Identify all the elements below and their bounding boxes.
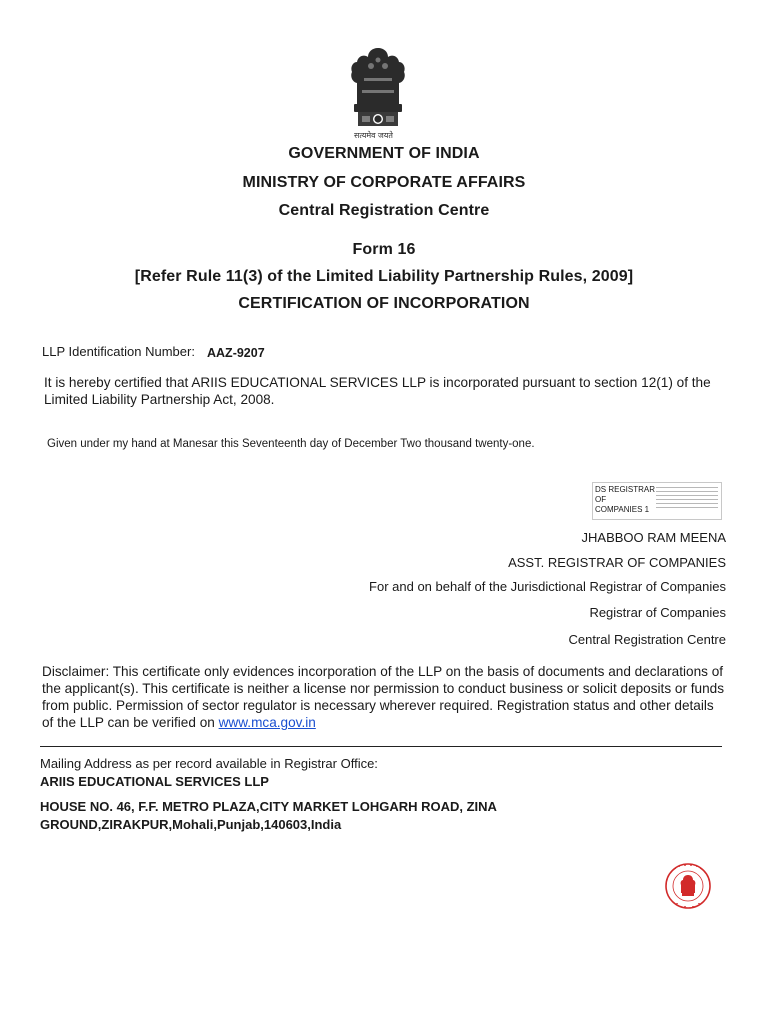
registrar-text: Registrar of Companies <box>589 605 726 620</box>
address-line-1: HOUSE NO. 46, F.F. METRO PLAZA,CITY MARKET LOHGARH ROAD, ZINA <box>40 799 497 814</box>
address-company-name: ARIIS EDUCATIONAL SERVICES LLP <box>40 774 269 789</box>
form-number: Form 16 <box>352 241 416 258</box>
llp-id-value: AAZ-9207 <box>207 346 265 360</box>
llp-id-label: LLP Identification Number: <box>42 344 195 359</box>
registration-centre-text: Central Registration Centre <box>568 632 726 647</box>
header-government: GOVERNMENT OF INDIA <box>288 145 480 162</box>
on-behalf-text: For and on behalf of the Jurisdictional Registrar of Companies <box>369 579 726 594</box>
mca-website-link[interactable]: www.mca.gov.in <box>218 715 316 730</box>
header-ministry: MINISTRY OF CORPORATE AFFAIRS <box>242 174 526 191</box>
signatory-designation: ASST. REGISTRAR OF COMPANIES <box>508 555 726 570</box>
digital-signature-stamp <box>592 482 722 520</box>
address-line-2: GROUND,ZIRAKPUR,Mohali,Punjab,140603,India <box>40 817 342 832</box>
national-emblem-icon <box>338 42 418 142</box>
given-under-hand-text: Given under my hand at Manesar this Seventeenth day of December Two thousand twenty-one. <box>47 438 535 450</box>
disclaimer <box>42 663 728 731</box>
rule-reference: [Refer Rule 11(3) of the Limited Liability Partnership Rules, 2009] <box>134 268 634 285</box>
signatory-name: JHABBOO RAM MEENA <box>581 530 726 545</box>
signature-stamp-text: DS REGISTRAR OF COMPANIES 1 <box>595 485 656 514</box>
mailing-address-label: Mailing Address as per record available in Registrar Office: <box>40 756 378 771</box>
disclaimer-text: Disclaimer: This certificate only evidences incorporation of the LLP on the basis of documents and declarations of the applicant(s). This certificate is neither a license nor permission to conduct business or solicit deposits or funds from public. Permission of sector regulator is necessary wherever required. Registration status and other details of the LLP can be verified on <box>42 664 725 730</box>
certificate-title: CERTIFICATION OF INCORPORATION <box>238 295 530 312</box>
emblem-motto: सत्यमेव जयते <box>354 131 393 140</box>
ministry-seal-icon <box>664 862 712 910</box>
certification-text: It is hereby certified that ARIIS EDUCATIONAL SERVICES LLP is incorporated pursuant to section 12(1) of the Limited Liability Partnership Act, 2008. <box>44 375 711 407</box>
divider <box>40 746 722 747</box>
signature-details-lines <box>656 484 718 518</box>
header-centre: Central Registration Centre <box>278 202 490 219</box>
